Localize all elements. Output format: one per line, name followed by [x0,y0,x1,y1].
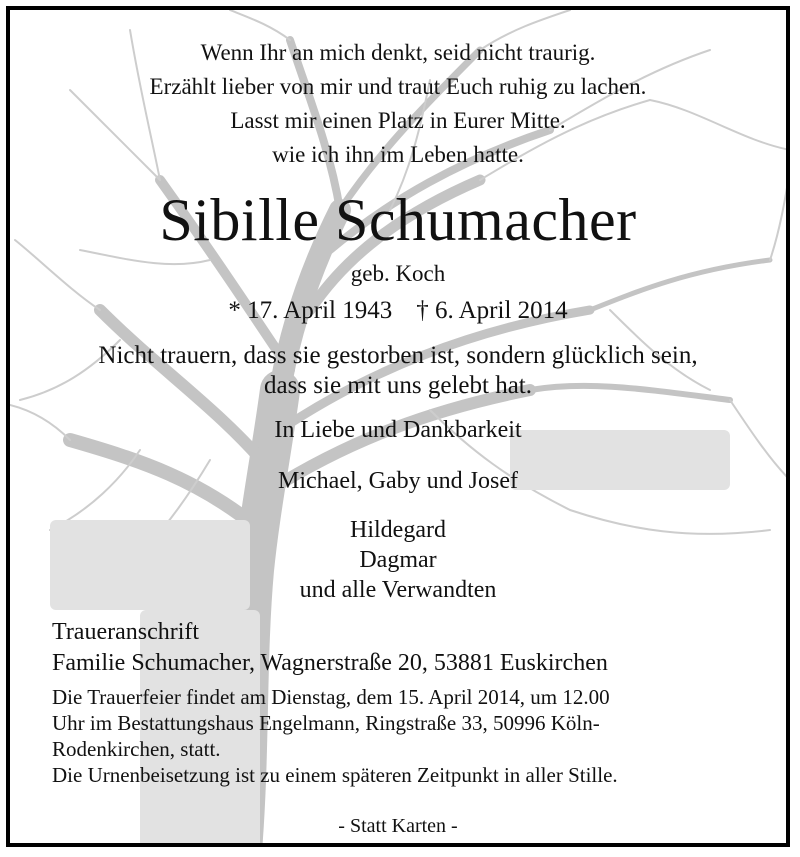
quote [10,341,786,401]
address-line: Familie Schumacher, Wagnerstraße 20, 53881 Euskirchen [52,650,608,676]
footer-note: - Statt Karten - [338,815,458,837]
life-dates [10,297,786,325]
funeral-line: Die Trauerfeier findet am Dienstag, dem 15. April 2014, um 12.00 [52,685,610,709]
mourners-line: Hildegard [350,517,446,543]
death-date: † 6. April 2014 [416,297,568,324]
mourners-line: Dagmar [359,547,437,573]
closing-phrase: In Liebe und Dankbarkeit [274,417,522,443]
mourners-line: und alle Verwandten [299,577,497,603]
funeral-line: Rodenkirchen, statt. [52,737,221,761]
poem [10,36,786,172]
birth-date: * 17. April 1943 [228,297,393,324]
obituary-frame [6,6,790,847]
poem-line: wie ich ihn im Leben hatte. [272,142,524,167]
funeral-line: Die Urnenbeisetzung ist zu einem späteren Zeitpunkt in aller Stille. [52,763,618,787]
mourning-address [52,617,608,679]
poem-line: Erzählt lieber von mir und traut Euch ruhig zu lachen. [149,74,647,99]
funeral-notice [52,684,618,788]
quote-line: dass sie mit uns gelebt hat. [263,372,533,399]
mourners-list [10,515,786,605]
mourners-line: Michael, Gaby und Josef [278,468,518,494]
address-label: Traueranschrift [52,619,200,645]
poem-line: Lasst mir einen Platz in Eurer Mitte. [230,108,566,133]
quote-line: Nicht trauern, dass sie gestorben ist, sondern glücklich sein, [98,342,698,369]
deceased-name: Sibille Schumacher [159,187,637,253]
funeral-line: Uhr im Bestattungshaus Engelmann, Ringstraße 33, 50996 Köln- [52,711,600,735]
poem-line: Wenn Ihr an mich denkt, seid nicht traurig. [200,40,596,65]
maiden-name: geb. Koch [350,261,446,286]
